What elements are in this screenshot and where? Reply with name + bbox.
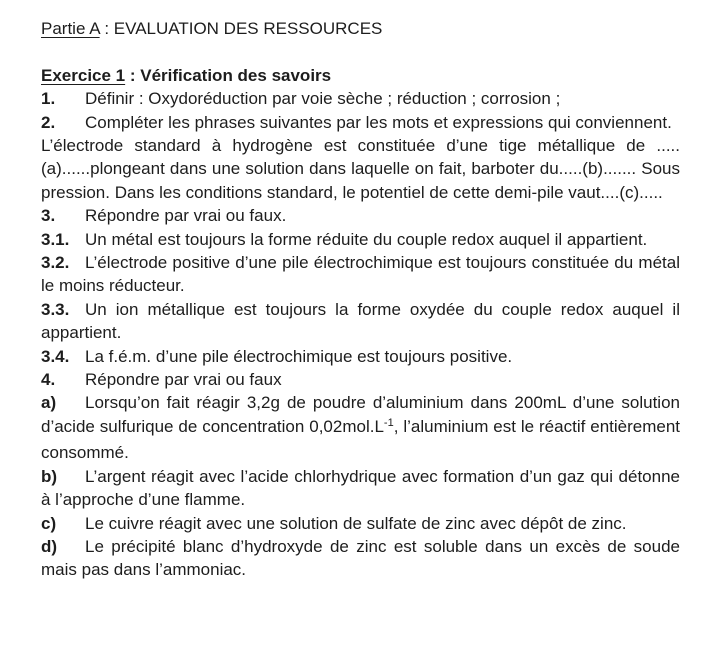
item-text: Répondre par vrai ou faux (85, 370, 282, 390)
item-text-superscript: -1 (383, 416, 394, 429)
exercise-items (41, 87, 680, 582)
item-text: Répondre par vrai ou faux. (85, 206, 287, 226)
item-marker: a) (41, 393, 57, 413)
item-marker: 3.1. (41, 229, 70, 249)
item-marker: 3.2. (41, 253, 70, 273)
item-marker: d) (41, 536, 58, 556)
item-marker: c) (41, 513, 57, 533)
list-item (41, 134, 680, 204)
item-marker: 3.3. (41, 299, 70, 319)
list-item (41, 391, 680, 464)
item-marker: 3. (41, 206, 56, 226)
item-text: Le précipité blanc d’hydroxyde de zinc est soluble dans un excès de soude mais pas dans l’ammoniac. (41, 536, 680, 580)
part-heading (41, 17, 680, 40)
item-text: L’argent réagit avec l’acide chlorhydrique avec formation d’un gaz qui détonne à l’approche d’une flamme. (41, 466, 680, 510)
exercise-heading-title: Exercice 1 (41, 65, 126, 85)
list-item (41, 251, 680, 298)
list-item (41, 345, 680, 368)
item-text: Définir : Oxydoréduction par voie sèche ; réduction ; corrosion ; (85, 89, 561, 109)
item-marker: 4. (41, 370, 56, 390)
list-item (41, 111, 680, 134)
item-text: Lorsqu’on fait réagir 3,2g de poudre d’aluminium dans 200mL d’une solution d’acide sulfurique de concentration 0,02mol.L (41, 393, 680, 436)
exercise-heading (41, 64, 680, 87)
item-marker: b) (41, 466, 58, 486)
list-item (41, 87, 680, 110)
item-text: , l’aluminium est le réactif entièrement consommé. (41, 416, 681, 463)
item-marker: 2. (41, 112, 56, 132)
list-item (41, 298, 680, 345)
list-item (41, 368, 680, 391)
list-item (41, 535, 680, 582)
item-text: L’électrode positive d’une pile électrochimique est toujours constituée du métal le moins réducteur. (41, 253, 680, 296)
list-item (41, 204, 680, 227)
item-text: Un métal est toujours la forme réduite du couple redox auquel il appartient. (85, 229, 648, 249)
list-item (41, 465, 680, 512)
part-heading-title: Partie A (41, 19, 100, 38)
exercise-heading-rest: : Vérification des savoirs (125, 65, 332, 85)
item-text: Un ion métallique est toujours la forme oxydée du couple redox auquel il appartient. (41, 299, 680, 343)
item-text: Compléter les phrases suivantes par les mots et expressions qui conviennent. (85, 112, 672, 132)
item-text: L’électrode standard à hydrogène est constituée d’une tige métallique de .....(a)......plongeant dans une solution dans laquelle on fait, barboter du.....(b)....... Sous pression. Dans les conditions standard, le potentiel de cette demi-pile vaut....(c)..... (41, 136, 680, 202)
item-text: La f.é.m. d’une pile électrochimique est toujours positive. (85, 346, 513, 366)
list-item (41, 512, 680, 535)
item-text: Le cuivre réagit avec une solution de sulfate de zinc avec dépôt de zinc. (85, 513, 627, 533)
part-heading-rest: : EVALUATION DES RESSOURCES (99, 19, 383, 38)
list-item (41, 228, 680, 251)
item-marker: 3.4. (41, 346, 70, 366)
item-marker: 1. (41, 89, 56, 109)
